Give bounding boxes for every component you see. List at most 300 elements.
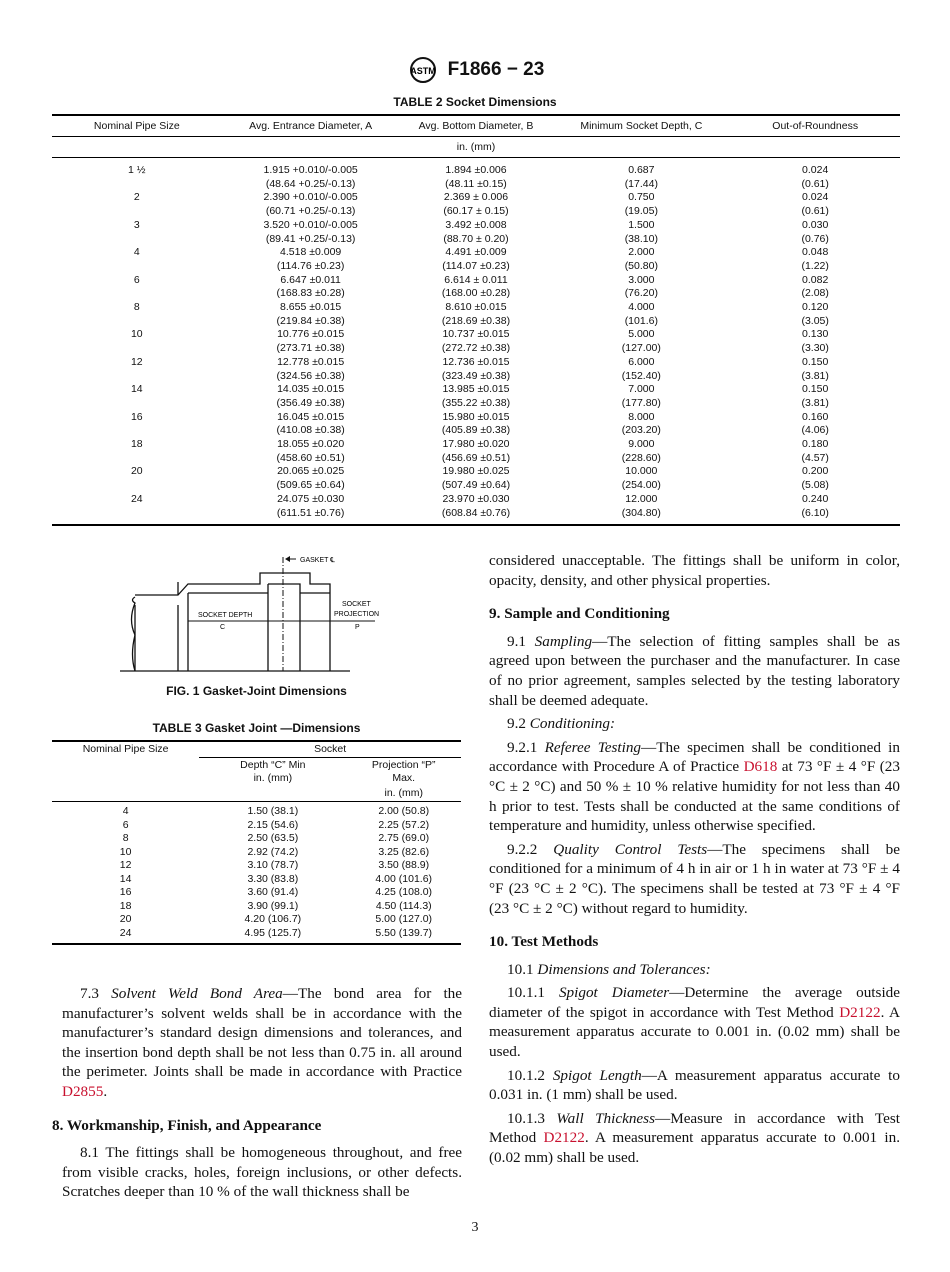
table-cell: 4.95 (125.7) bbox=[244, 926, 302, 939]
cell-line: 4.491 ±0.009 bbox=[445, 246, 507, 259]
link-d2122[interactable]: D2122 bbox=[839, 1003, 881, 1021]
cell-line: (17.44) bbox=[624, 177, 658, 190]
title: Spigot Length bbox=[552, 1066, 642, 1084]
cell-line: 2 bbox=[133, 191, 140, 204]
cell-line: 17.980 ±0.020 bbox=[442, 438, 510, 451]
column-header: Nominal Pipe Size bbox=[52, 115, 222, 137]
paragraph-10-1 bbox=[489, 960, 900, 980]
section-10-heading: 10. Test Methods bbox=[489, 933, 599, 951]
group-header: Socket bbox=[199, 741, 461, 758]
table-cell: 4 bbox=[122, 805, 129, 817]
table-cell bbox=[52, 493, 222, 520]
table-cell bbox=[52, 356, 222, 383]
cell-line: 4 bbox=[133, 246, 140, 259]
cell-line: 15.980 ±0.015 bbox=[442, 410, 510, 423]
table-row bbox=[52, 465, 900, 492]
num: 7.3 bbox=[80, 985, 99, 1002]
cell-line: (177.80) bbox=[621, 396, 661, 409]
title: Sampling bbox=[534, 632, 593, 650]
cell-line: (272.72 ±0.38) bbox=[441, 342, 511, 355]
cell-line: (2.08) bbox=[801, 287, 829, 300]
cell-line: 9.000 bbox=[628, 438, 655, 451]
table-cell: 3.30 (83.8) bbox=[247, 872, 299, 885]
cell-line: (3.81) bbox=[801, 396, 829, 409]
text: . bbox=[103, 1082, 108, 1100]
cell-line: (0.61) bbox=[801, 177, 829, 190]
cell-line: 0.082 bbox=[802, 273, 829, 286]
table-cell bbox=[552, 356, 730, 383]
cell-line: (60.71 +0.25/-0.13) bbox=[265, 205, 356, 218]
table-row bbox=[52, 383, 900, 410]
cell-line: (76.20) bbox=[624, 287, 658, 300]
text: —The specimens shall be conditioned for a minimum of 4 h in air or 1 h in water at 73 °F ± 4 °F (23 °C ± 2 °C). The specimens shall be tested at 73 °F ± 4 °F (23 °C ± 2 °C) without regard to humidity. bbox=[489, 840, 900, 917]
table-cell bbox=[552, 158, 730, 192]
units-row: in. (mm) bbox=[52, 137, 900, 158]
cell-line: 7.000 bbox=[628, 383, 655, 396]
table-cell bbox=[730, 383, 900, 410]
cell-line: 14 bbox=[130, 383, 143, 396]
table-cell bbox=[730, 246, 900, 273]
table-cell bbox=[222, 383, 400, 410]
table-cell: 24 bbox=[119, 926, 132, 939]
text: at 73 °F ± 4 °F (23 °C ± 2 °C) and 50 % ± 10 % relative humidity for not less than 40 h prior to test. Tests shall be conducted at the same conditions of temperature and humidity, unless otherwise specified. bbox=[489, 758, 900, 835]
cell-line: 2.369 ± 0.006 bbox=[443, 191, 509, 204]
table-cell bbox=[552, 246, 730, 273]
table-cell bbox=[730, 411, 900, 438]
cell-line: (356.49 ±0.38) bbox=[276, 396, 345, 409]
cell-line: (114.07 ±0.23) bbox=[442, 259, 510, 272]
cell-line: (168.83 ±0.28) bbox=[276, 287, 345, 300]
title: Wall Thickness bbox=[556, 1109, 655, 1127]
cell-line: 10.000 bbox=[625, 465, 658, 478]
cell-line: 0.024 bbox=[802, 164, 829, 176]
table-cell bbox=[730, 465, 900, 492]
table-cell bbox=[552, 301, 730, 328]
column-header bbox=[346, 758, 461, 787]
table-cell bbox=[400, 411, 553, 438]
cell-line: (458.60 ±0.51) bbox=[276, 451, 345, 464]
table-cell bbox=[222, 219, 400, 246]
text: —The selection of fitting samples shall be as agreed upon between the purchaser and the manufacturer. In case of no prior agreement, samples selected by the testing laboratory shall be deemed adequate. bbox=[489, 632, 901, 709]
cell-line: 8.000 bbox=[628, 410, 655, 423]
table-cell bbox=[552, 274, 730, 301]
table-cell: 1.50 (38.1) bbox=[247, 805, 299, 817]
table-cell: 4.25 (108.0) bbox=[375, 886, 433, 898]
cell-line: 3.492 ±0.008 bbox=[445, 218, 507, 231]
cell-line: (324.56 ±0.38) bbox=[276, 369, 345, 382]
table-cell bbox=[52, 301, 222, 328]
table-cell bbox=[52, 246, 222, 273]
cell-line: 5.000 bbox=[628, 328, 655, 341]
table-row bbox=[52, 846, 461, 860]
title: Quality Control Tests bbox=[553, 840, 708, 858]
cell-line: (228.60) bbox=[621, 451, 661, 464]
section-8-heading: 8. Workmanship, Finish, and Appearance bbox=[52, 1116, 322, 1134]
column-header: Minimum Socket Depth, C bbox=[552, 115, 730, 137]
cell-line: 6.000 bbox=[628, 355, 655, 368]
cell-line: 20 bbox=[130, 465, 143, 478]
cell-line: 23.970 ±0.030 bbox=[442, 492, 510, 505]
cell-line: (611.51 ±0.76) bbox=[276, 506, 345, 519]
table-cell bbox=[52, 274, 222, 301]
cell-line: 18.055 ±0.020 bbox=[277, 438, 345, 451]
cell-line: (0.76) bbox=[801, 232, 829, 245]
table-cell: 12 bbox=[119, 859, 132, 871]
paragraph-9-2 bbox=[489, 714, 900, 734]
title: Solvent Weld Bond Area bbox=[111, 985, 283, 1002]
table-cell bbox=[400, 356, 553, 383]
cell-line: 0.200 bbox=[802, 465, 829, 478]
cell-line: 0.150 bbox=[802, 383, 829, 396]
table-cell bbox=[730, 328, 900, 355]
table-row bbox=[52, 438, 900, 465]
table-row bbox=[52, 886, 461, 900]
table-cell: 8 bbox=[122, 832, 129, 844]
column-header: Avg. Bottom Diameter, B bbox=[400, 115, 553, 137]
p-label: P bbox=[355, 624, 360, 631]
table-cell bbox=[730, 301, 900, 328]
cell-line: (152.40) bbox=[621, 369, 661, 382]
table-cell bbox=[222, 158, 400, 192]
cell-line: 8.610 ±0.015 bbox=[445, 301, 507, 314]
table-cell bbox=[552, 383, 730, 410]
table-cell: 20 bbox=[119, 913, 132, 925]
cell-line: 1 ½ bbox=[128, 164, 146, 176]
cell-line: (60.17 ± 0.15) bbox=[443, 205, 509, 218]
num: 10.1.3 bbox=[507, 1109, 545, 1127]
table-row bbox=[52, 158, 900, 192]
cell-line: 0.030 bbox=[802, 218, 829, 231]
table2-title: TABLE 2 Socket Dimensions bbox=[393, 95, 557, 109]
cell-line: (4.06) bbox=[801, 424, 829, 437]
cell-line: 13.985 ±0.015 bbox=[442, 383, 510, 396]
table-cell: 2.00 (50.8) bbox=[378, 805, 430, 817]
cell-line: (218.69 ±0.38) bbox=[441, 314, 511, 327]
gasket-centerline-label: GASKET ℄ bbox=[300, 557, 335, 564]
cell-line: 4.000 bbox=[628, 301, 655, 314]
cell-line: 1.894 ±0.006 bbox=[445, 164, 507, 176]
table-cell bbox=[552, 328, 730, 355]
cell-line: (304.80) bbox=[621, 506, 661, 519]
table-cell bbox=[222, 465, 400, 492]
cell-line: 3 bbox=[133, 218, 140, 231]
table-cell: 6 bbox=[122, 818, 129, 831]
text: —The bond area for the manufacturer’s solvent welds shall be in accordance with the manufacturer’s standard design dimensions and tolerances, and the insertion bond depth shall be not less than 0.75 in. all around the perimeter. Joints shall be made in accordance with Practice bbox=[62, 985, 463, 1081]
table-cell: 4.20 (106.7) bbox=[244, 913, 302, 925]
text: —A measurement apparatus accurate to 0.031 in. (1 mm) shall be used. bbox=[489, 1066, 900, 1104]
table-cell bbox=[400, 438, 553, 465]
cell-line: 2.000 bbox=[628, 246, 655, 259]
cell-line: (101.6) bbox=[624, 314, 658, 327]
left-column bbox=[52, 984, 463, 1206]
table-cell bbox=[52, 411, 222, 438]
cell-line: (608.84 ±0.76) bbox=[441, 506, 511, 519]
cell-line: (219.84 ±0.38) bbox=[276, 314, 345, 327]
table-cell bbox=[552, 438, 730, 465]
table-cell bbox=[222, 301, 400, 328]
table-cell bbox=[52, 191, 222, 218]
cell-line: 12 bbox=[130, 355, 143, 368]
table-row bbox=[52, 859, 461, 873]
link-d618[interactable]: D618 bbox=[743, 758, 778, 776]
table-row bbox=[52, 819, 461, 833]
table-cell bbox=[400, 191, 553, 218]
paragraph-10-1-3 bbox=[489, 1109, 900, 1168]
table-cell bbox=[222, 356, 400, 383]
table-cell bbox=[552, 465, 730, 492]
table-cell bbox=[400, 328, 553, 355]
cell-line: (3.30) bbox=[801, 342, 829, 355]
table-cell bbox=[222, 274, 400, 301]
cell-line: (456.69 ±0.51) bbox=[441, 451, 511, 464]
num: 10.1 bbox=[507, 960, 534, 978]
table-cell bbox=[222, 411, 400, 438]
text: —Determine the average outside diameter of the spigot in accordance with Test Method bbox=[489, 984, 900, 1021]
table-cell: 18 bbox=[119, 899, 132, 912]
col-line: Projection “P” bbox=[371, 759, 436, 771]
table-cell bbox=[52, 219, 222, 246]
cell-line: 6.647 ±0.011 bbox=[280, 273, 341, 286]
table-cell bbox=[730, 493, 900, 520]
paragraph-10-1-2 bbox=[489, 1066, 900, 1105]
cell-line: 24.075 ±0.030 bbox=[277, 492, 345, 505]
table-cell bbox=[400, 246, 553, 273]
cell-line: (323.49 ±0.38) bbox=[441, 369, 511, 382]
column-header: in. (mm) bbox=[346, 786, 461, 802]
table-cell: 3.10 (78.7) bbox=[247, 859, 299, 871]
astm-logo-icon bbox=[406, 56, 440, 84]
title: Dimensions and Tolerances: bbox=[537, 960, 711, 978]
cell-line: 6 bbox=[133, 273, 140, 286]
gasket-joint-diagram bbox=[120, 545, 390, 675]
right-column bbox=[489, 551, 900, 1172]
cell-line: 12.736 ±0.015 bbox=[442, 355, 510, 368]
table-cell: 4.00 (101.6) bbox=[375, 872, 433, 885]
cell-line: (38.10) bbox=[624, 232, 658, 245]
table-cell bbox=[400, 274, 553, 301]
table-cell bbox=[400, 219, 553, 246]
page-number: 3 bbox=[471, 1220, 479, 1235]
table-cell: 14 bbox=[119, 872, 132, 885]
table-row bbox=[52, 802, 461, 819]
cell-line: (507.49 ±0.64) bbox=[441, 479, 511, 492]
table-cell bbox=[222, 493, 400, 520]
projection-label: PROJECTION bbox=[334, 611, 380, 618]
table-row bbox=[52, 301, 900, 328]
table-row bbox=[52, 191, 900, 218]
svg-text:ASTM: ASTM bbox=[409, 66, 436, 76]
table-cell: 3.90 (99.1) bbox=[247, 899, 299, 912]
cell-line: 1.915 +0.010/-0.005 bbox=[263, 164, 358, 176]
cell-line: (254.00) bbox=[621, 479, 661, 492]
num: 10.1.2 bbox=[507, 1066, 545, 1084]
table-cell bbox=[222, 191, 400, 218]
cell-line: 0.160 bbox=[802, 410, 829, 423]
num: 9.2 bbox=[507, 715, 526, 733]
table-cell bbox=[52, 383, 222, 410]
cell-line: 14.035 ±0.015 bbox=[277, 383, 345, 396]
table-cell bbox=[222, 328, 400, 355]
table-row bbox=[52, 493, 900, 520]
cell-line: (410.08 ±0.38) bbox=[276, 424, 345, 437]
cell-line: 10.776 ±0.015 bbox=[277, 328, 345, 341]
paragraph-9-1 bbox=[489, 632, 900, 710]
cell-line: 1.500 bbox=[628, 218, 655, 231]
num: 9.2.1 bbox=[507, 738, 538, 756]
cell-line: 12.000 bbox=[625, 492, 658, 505]
num: 9.2.2 bbox=[507, 840, 538, 858]
text: . A measurement apparatus accurate to 0.001 in. (0.02 mm) shall be used. bbox=[489, 1129, 900, 1167]
table-cell bbox=[730, 191, 900, 218]
table-cell bbox=[52, 438, 222, 465]
cell-line: 10 bbox=[130, 328, 143, 341]
table-cell bbox=[400, 465, 553, 492]
paragraph-8-1: 8.1 The fittings shall be homogeneous throughout, and free from visible cracks, holes, foreign inclusions, or other defects. Scratches deeper than 10 % of the wall thickness shall be bbox=[62, 1144, 462, 1201]
table-cell bbox=[400, 383, 553, 410]
table-cell bbox=[52, 465, 222, 492]
cell-line: 0.687 bbox=[628, 164, 655, 176]
socket-dimensions-table bbox=[52, 114, 900, 526]
cell-line: (19.05) bbox=[624, 205, 658, 218]
cell-line: (3.81) bbox=[801, 369, 829, 382]
cell-line: 6.614 ± 0.011 bbox=[444, 273, 508, 286]
cell-line: (6.10) bbox=[801, 506, 829, 519]
table-cell: 3.60 (91.4) bbox=[247, 886, 299, 898]
column-header: Nominal Pipe Size bbox=[52, 741, 199, 802]
cell-line: (273.71 ±0.38) bbox=[276, 342, 345, 355]
paragraph-7-3 bbox=[62, 984, 462, 1102]
cell-line: (88.70 ± 0.20) bbox=[443, 232, 509, 245]
table-cell: 16 bbox=[119, 886, 132, 898]
paragraph-9-2-1 bbox=[489, 738, 900, 836]
cell-line: (5.08) bbox=[801, 479, 829, 492]
c-label: C bbox=[220, 624, 226, 631]
table-cell: 3.50 (88.9) bbox=[378, 859, 430, 871]
cell-line: 4.518 ±0.009 bbox=[280, 246, 342, 259]
table-cell bbox=[400, 158, 553, 192]
table-cell bbox=[222, 246, 400, 273]
table-row bbox=[52, 832, 461, 846]
col-line: in. (mm) bbox=[253, 772, 293, 784]
table-cell bbox=[730, 438, 900, 465]
table-cell bbox=[222, 438, 400, 465]
cell-line: 10.737 ±0.015 bbox=[442, 328, 510, 341]
cell-line: 20.065 ±0.025 bbox=[277, 465, 345, 478]
table-cell bbox=[52, 158, 222, 192]
cell-line: 2.390 +0.010/-0.005 bbox=[263, 191, 358, 204]
col-line: Depth “C” Min bbox=[240, 759, 306, 771]
socket-label: SOCKET bbox=[342, 601, 371, 608]
text: —Measure in accordance with Test Method bbox=[489, 1109, 901, 1147]
column-header: Out-of-Roundness bbox=[730, 115, 900, 137]
cell-line: (0.61) bbox=[801, 205, 829, 218]
table-cell bbox=[552, 191, 730, 218]
cell-line: 24 bbox=[130, 492, 143, 505]
cell-line: 0.024 bbox=[802, 191, 829, 204]
title: Spigot Diameter bbox=[558, 984, 670, 1002]
table-cell: 2.25 (57.2) bbox=[378, 818, 430, 831]
table-row bbox=[52, 873, 461, 887]
page-header bbox=[0, 56, 950, 84]
paragraph-continued: considered unacceptable. The fittings shall be uniform in color, opacity, density, and other physical properties. bbox=[489, 552, 900, 589]
cell-line: 18 bbox=[130, 438, 143, 451]
cell-line: (48.64 +0.25/-0.13) bbox=[265, 177, 356, 190]
cell-line: (50.80) bbox=[624, 259, 658, 272]
table-row bbox=[52, 900, 461, 914]
table-cell bbox=[730, 274, 900, 301]
paragraph-10-1-1 bbox=[489, 983, 900, 1061]
table-cell bbox=[730, 158, 900, 192]
table-row bbox=[52, 913, 461, 927]
table-cell bbox=[52, 328, 222, 355]
table-row bbox=[52, 246, 900, 273]
cell-line: 0.150 bbox=[802, 355, 829, 368]
cell-line: 8 bbox=[133, 301, 140, 314]
table3-title: TABLE 3 Gasket Joint —Dimensions bbox=[152, 721, 361, 735]
table-row bbox=[52, 219, 900, 246]
cell-line: 3.000 bbox=[628, 273, 655, 286]
title: Referee Testing bbox=[544, 738, 642, 756]
column-header bbox=[199, 758, 346, 787]
table-cell: 2.75 (69.0) bbox=[378, 832, 430, 844]
table-cell: 4.50 (114.3) bbox=[375, 899, 432, 912]
cell-line: 0.240 bbox=[802, 492, 829, 505]
paragraph-9-2-2 bbox=[489, 840, 900, 918]
table-row bbox=[52, 274, 900, 301]
table-cell bbox=[730, 356, 900, 383]
text: —The specimen shall be conditioned in accordance with Procedure A of Practice bbox=[489, 738, 900, 776]
col-line: Max. bbox=[392, 772, 416, 784]
title: Conditioning: bbox=[529, 715, 616, 733]
cell-line: (89.41 +0.25/-0.13) bbox=[265, 232, 356, 245]
cell-line: 0.130 bbox=[802, 328, 829, 341]
cell-line: (355.22 ±0.38) bbox=[441, 396, 511, 409]
cell-line: 16.045 ±0.015 bbox=[277, 410, 345, 423]
table-row bbox=[52, 927, 461, 941]
cell-line: 0.180 bbox=[802, 438, 829, 451]
cell-line: (168.00 ±0.28) bbox=[441, 287, 511, 300]
cell-line: (509.65 ±0.64) bbox=[276, 479, 345, 492]
table-cell: 10 bbox=[119, 845, 132, 858]
table-cell bbox=[400, 301, 553, 328]
document-id: F1866 − 23 bbox=[447, 59, 545, 81]
cell-line: (48.11 ±0.15) bbox=[445, 177, 507, 190]
num: 9.1 bbox=[507, 632, 526, 650]
table-cell bbox=[552, 219, 730, 246]
table-cell bbox=[730, 219, 900, 246]
cell-line: 3.520 +0.010/-0.005 bbox=[263, 218, 358, 231]
table-cell bbox=[400, 493, 553, 520]
cell-line: (405.89 ±0.38) bbox=[441, 424, 511, 437]
link-d2122[interactable]: D2122 bbox=[543, 1129, 585, 1147]
link-d2855[interactable]: D2855 bbox=[62, 1082, 104, 1100]
table-row bbox=[52, 411, 900, 438]
section-9-heading: 9. Sample and Conditioning bbox=[489, 605, 670, 623]
socket-depth-label: SOCKET DEPTH bbox=[198, 612, 253, 619]
cell-line: 16 bbox=[130, 410, 143, 423]
cell-line: 0.048 bbox=[802, 246, 829, 259]
cell-line: 8.655 ±0.015 bbox=[280, 301, 342, 314]
table-cell bbox=[552, 411, 730, 438]
cell-line: 12.778 ±0.015 bbox=[277, 355, 345, 368]
cell-line: (127.00) bbox=[621, 342, 661, 355]
cell-line: (114.76 ±0.23) bbox=[276, 259, 345, 272]
text: . A measurement apparatus accurate to 0.001 in. (0.02 mm) shall be used. bbox=[489, 1003, 900, 1061]
cell-line: (1.22) bbox=[801, 259, 829, 272]
table-cell: 5.50 (139.7) bbox=[375, 926, 433, 939]
table-cell: 2.92 (74.2) bbox=[247, 845, 299, 858]
cell-line: 0.750 bbox=[628, 191, 655, 204]
